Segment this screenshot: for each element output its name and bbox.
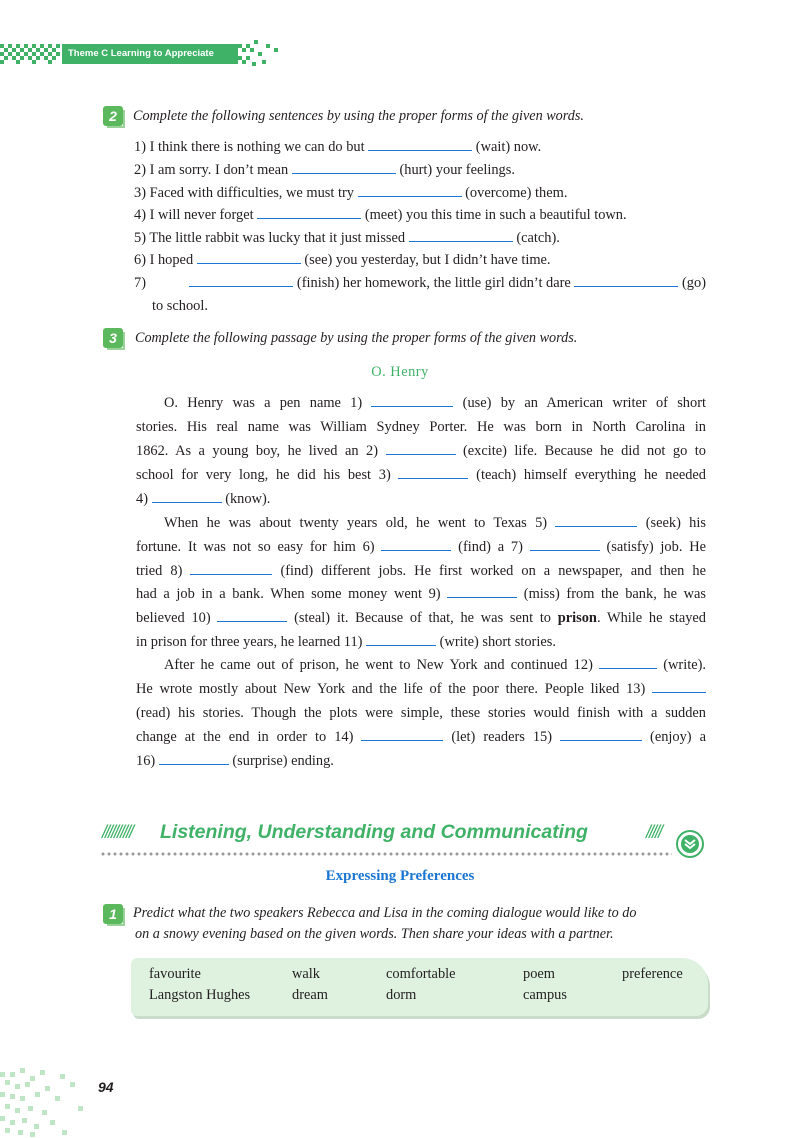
sentence-item: 6) I hoped (see) you yesterday, but I didn’t have time. xyxy=(134,252,551,268)
answer-blank[interactable] xyxy=(159,751,229,765)
passage-line xyxy=(136,537,706,557)
sentence-item: 5) The little rabbit was lucky that it just missed (catch). xyxy=(134,230,560,246)
passage-text: stories. His real name was William Sydney Porter. He was born in North Carolina in xyxy=(136,419,706,435)
answer-blank[interactable] xyxy=(152,489,222,503)
passage-text: When he was about twenty years old, he went to Texas 5) xyxy=(164,515,556,531)
passage-text: O. Henry was a pen name 1) xyxy=(164,395,372,411)
passage-line xyxy=(136,489,706,509)
footer-pixel-pattern-icon xyxy=(0,1066,90,1138)
answer-blank[interactable] xyxy=(292,160,396,174)
passage-text: (find) different jobs. He first worked on a newspaper, and then he xyxy=(272,563,706,579)
passage-text: (read) his stories. Though the plots were simple, these stories would finish with a sudden xyxy=(136,705,706,721)
answer-blank[interactable] xyxy=(409,228,513,242)
answer-blank[interactable] xyxy=(189,273,293,287)
section-subtitle: Expressing Preferences xyxy=(325,868,475,884)
word-bank-item: poem xyxy=(523,966,555,982)
passage-line xyxy=(136,465,706,485)
answer-blank[interactable] xyxy=(358,183,462,197)
passage-text: (satisfy) job. He xyxy=(599,539,706,555)
answer-blank[interactable] xyxy=(530,537,600,551)
passage-text: tried 8) xyxy=(136,563,191,579)
passage-text: (write) short stories. xyxy=(436,634,556,650)
passage-text: . While he stayed xyxy=(596,610,707,626)
passage-text: had a job in a bank. When some money went 9) xyxy=(136,586,448,602)
passage-text: (steal) it. Because of that, he was sent to xyxy=(287,610,558,626)
answer-blank[interactable] xyxy=(599,655,657,669)
passage-text: (know). xyxy=(221,491,271,507)
answer-blank[interactable] xyxy=(555,513,637,527)
exercise-instruction: Complete the following passage by using the proper forms of the given words. xyxy=(135,330,578,346)
sentence-continuation: to school. xyxy=(152,298,208,314)
passage-line xyxy=(136,417,706,437)
sentence-item: 7) (finish) her homework, the little girl didn’t dare (go) xyxy=(134,275,706,291)
exercise-instruction: Complete the following sentences by using the proper forms of the given words. xyxy=(133,108,584,124)
passage-text: believed 10) xyxy=(136,610,218,626)
page-number: 94 xyxy=(98,1079,114,1095)
chevron-down-circle-icon xyxy=(676,830,704,858)
bold-keyword: prison xyxy=(557,610,597,626)
word-bank-item: Langston Hughes xyxy=(149,987,251,1003)
section-slash-decoration: ////////// xyxy=(102,822,133,842)
passage-text: (excite) life. Because he did not go to xyxy=(455,443,706,459)
exercise-instruction-line2: on a snowy evening based on the given words. Then share your ideas with a partner. xyxy=(135,926,614,942)
sentence-item: 1) I think there is nothing we can do but (wait) now. xyxy=(134,139,542,155)
sentence-item: 4) I will never forget (meet) you this time in such a beautiful town. xyxy=(134,207,627,223)
answer-blank[interactable] xyxy=(217,608,287,622)
passage-text: (seek) his xyxy=(637,515,706,531)
answer-blank[interactable] xyxy=(371,393,453,407)
answer-blank[interactable] xyxy=(386,441,456,455)
passage-text: change at the end in order to 14) xyxy=(136,729,362,745)
passage-text: (miss) from the bank, he was xyxy=(517,586,706,602)
passage-line xyxy=(136,441,706,461)
header-pixel-tail-icon xyxy=(238,40,282,66)
passage-line xyxy=(136,751,706,771)
exercise-number-badge: 1 xyxy=(103,904,123,924)
passage-text: 16) xyxy=(136,753,159,769)
word-bank-item: favourite xyxy=(149,966,201,982)
answer-blank[interactable] xyxy=(257,205,361,219)
passage-text: After he came out of prison, he went to New York and continued 12) xyxy=(164,657,600,673)
answer-blank[interactable] xyxy=(190,561,272,575)
passage-text: (enjoy) a xyxy=(642,729,706,745)
passage-line xyxy=(136,561,706,581)
passage-line xyxy=(164,513,706,533)
passage-line xyxy=(164,655,706,675)
passage-text: (teach) himself everything he needed xyxy=(468,467,706,483)
passage-text: 1862. As a young boy, he lived an 2) xyxy=(136,443,386,459)
passage-text: (let) readers 15) xyxy=(443,729,561,745)
answer-blank[interactable] xyxy=(398,465,468,479)
passage-text: (surprise) ending. xyxy=(228,753,334,769)
answer-blank[interactable] xyxy=(197,250,301,264)
word-bank-item: comfortable xyxy=(386,966,456,982)
passage-text: 4) xyxy=(136,491,152,507)
answer-blank[interactable] xyxy=(447,584,517,598)
passage-text: (write). xyxy=(657,657,706,673)
answer-blank[interactable] xyxy=(574,273,678,287)
sentence-item: 3) Faced with difficulties, we must try (overcome) them. xyxy=(134,185,568,201)
word-bank-item: walk xyxy=(292,966,320,982)
passage-text: (find) a 7) xyxy=(451,539,530,555)
word-bank-item: campus xyxy=(523,987,567,1003)
answer-blank[interactable] xyxy=(361,727,443,741)
header-pixel-pattern-icon xyxy=(0,40,62,66)
answer-blank[interactable] xyxy=(381,537,451,551)
answer-blank[interactable] xyxy=(368,137,472,151)
passage-text: in prison for three years, he learned 11) xyxy=(136,634,367,650)
section-slash-decoration: ///// xyxy=(646,822,662,842)
passage-line xyxy=(136,608,706,628)
answer-blank[interactable] xyxy=(366,632,436,646)
dotted-divider xyxy=(100,852,672,856)
passage-text: school for very long, he did his best 3) xyxy=(136,467,399,483)
passage-text: fortune. It was not so easy for him 6) xyxy=(136,539,382,555)
sentence-item: 2) I am sorry. I don’t mean (hurt) your feelings. xyxy=(134,162,515,178)
passage-line xyxy=(136,679,706,699)
exercise-number-badge: 3 xyxy=(103,328,123,348)
word-bank-item: preference xyxy=(622,966,683,982)
passage-line xyxy=(136,632,706,652)
exercise-number-badge: 2 xyxy=(103,106,123,126)
section-title: Listening, Understanding and Communicating xyxy=(160,821,588,843)
passage-title: O. Henry xyxy=(371,364,429,380)
passage-line xyxy=(136,584,706,604)
answer-blank[interactable] xyxy=(652,679,706,693)
passage-line xyxy=(136,727,706,747)
word-bank-item: dream xyxy=(292,987,328,1003)
passage-line xyxy=(164,393,706,413)
answer-blank[interactable] xyxy=(560,727,642,741)
exercise-instruction: Predict what the two speakers Rebecca and Lisa in the coming dialogue would like to do xyxy=(133,905,637,921)
passage-text: (use) by an American writer of short xyxy=(453,395,706,411)
word-bank-item: dorm xyxy=(386,987,417,1003)
passage-text: He wrote mostly about New York and the life of the poor there. People liked 13) xyxy=(136,681,652,697)
passage-line xyxy=(136,703,706,723)
theme-header-label: Theme C Learning to Appreciate xyxy=(62,44,238,64)
